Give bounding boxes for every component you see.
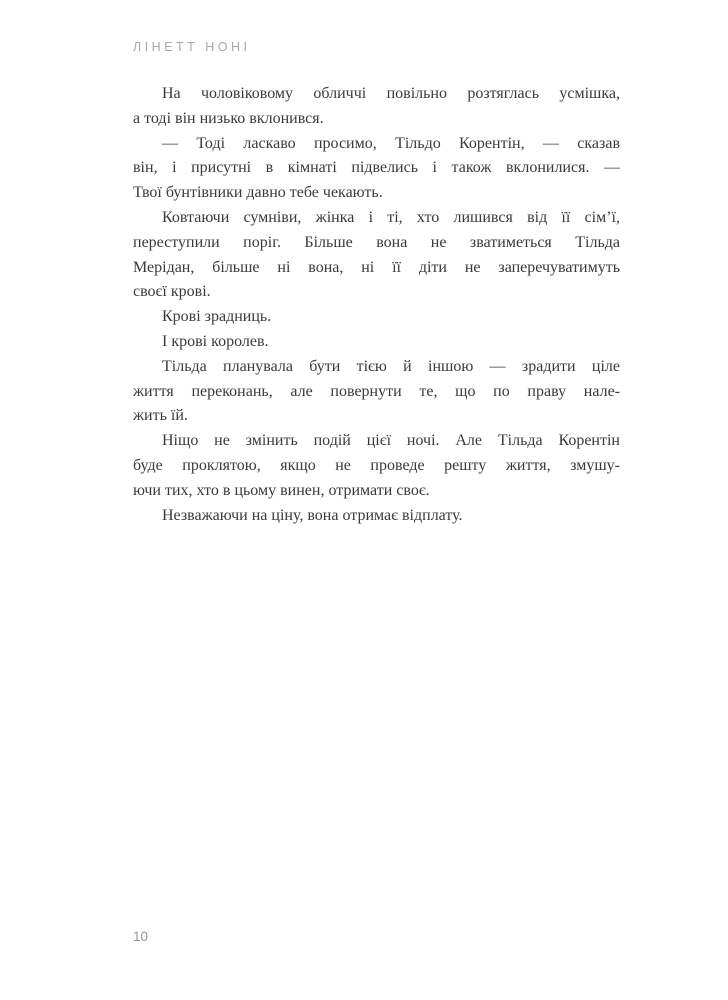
text-line: — Тоді ласкаво просимо, Тільдо Корентін, — сказав: [162, 134, 620, 152]
text-line: Ковтаючи сумніви, жінка і ті, хто лишився від її сім’ї,: [162, 208, 620, 226]
text-line: а тоді він низько вклонився.: [133, 109, 324, 127]
paragraph: [133, 206, 620, 305]
text-line: переступили поріг. Більше вона не зватиметься Тільда: [133, 233, 620, 251]
paragraph: [133, 82, 620, 132]
paragraph: [133, 132, 620, 206]
text-line: Тільда планувала бути тією й іншою — зрадити ціле: [162, 357, 620, 375]
paragraph: [133, 429, 620, 503]
text-line: На чоловіковому обличчі повільно розтяглась усмішка,: [162, 85, 620, 102]
running-header-author: ЛІНЕТТ НОНІ: [133, 40, 251, 54]
page-number: 10: [133, 929, 149, 944]
paragraph: [133, 504, 620, 529]
text-line: І крові королев.: [162, 332, 269, 350]
text-line: жить їй.: [133, 407, 188, 425]
text-line: Незважаючи на ціну, вона отримає відплату.: [162, 506, 463, 524]
text-line: Крові зрадниць.: [162, 308, 272, 326]
text-line: життя переконань, але повернути те, що по праву нале-: [133, 382, 620, 400]
text-line: Твої бунтівники давно тебе чекають.: [133, 184, 383, 202]
text-line: своєї крові.: [133, 283, 211, 301]
text-line: Мерідан, більше ні вона, ні її діти не заперечуватимуть: [133, 258, 620, 276]
text-line: він, і присутні в кімнаті підвелись і також вклонилися. —: [133, 159, 620, 177]
paragraph: [133, 355, 620, 429]
body-text: [133, 82, 620, 528]
text-line: буде проклятою, якщо не проведе решту життя, змушу-: [133, 456, 620, 474]
text-line: Ніщо не змінить подій цієї ночі. Але Тільда Корентін: [162, 432, 620, 450]
paragraph: [133, 305, 620, 330]
paragraph: [133, 330, 620, 355]
text-line: ючи тих, хто в цьому винен, отримати своє.: [133, 481, 430, 499]
